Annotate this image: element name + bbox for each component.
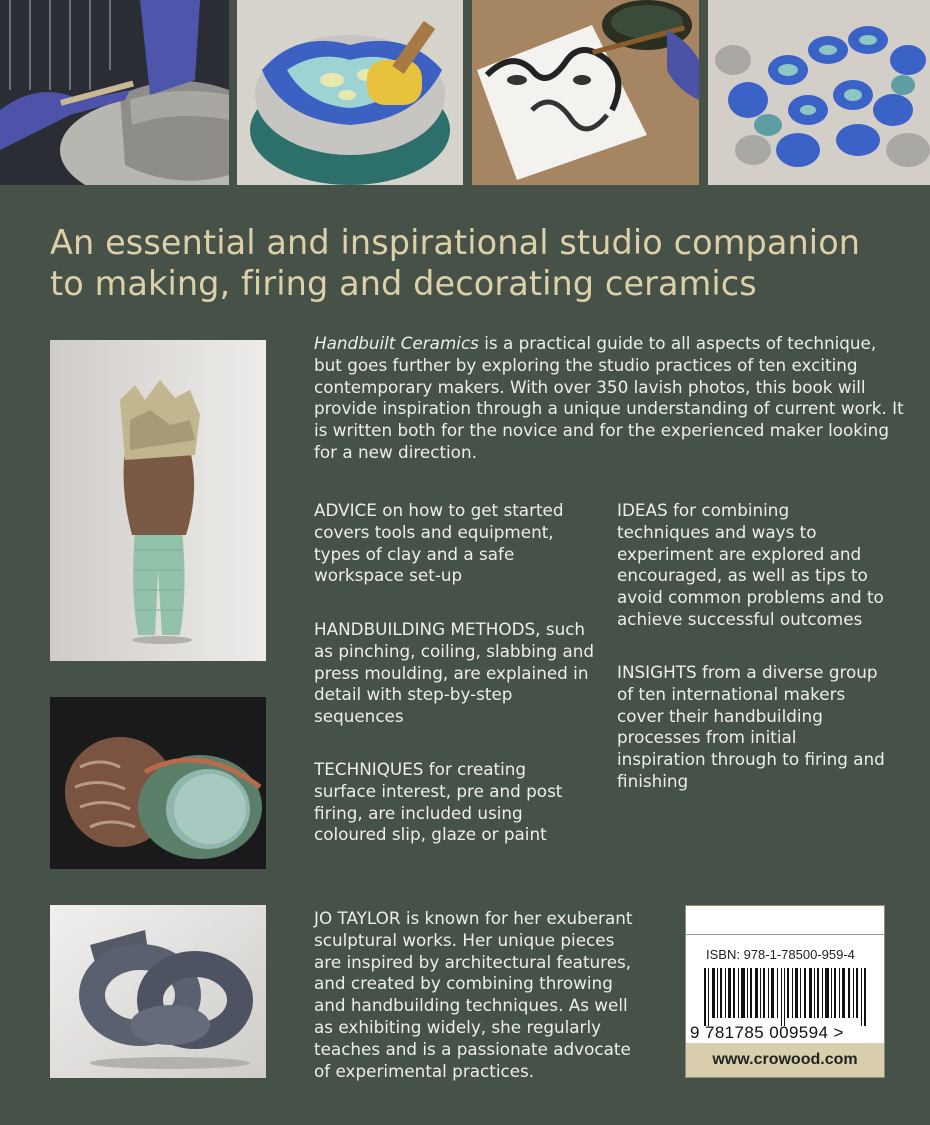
book-title: Handbuilt Ceramics xyxy=(314,333,479,353)
top-photo-painted-tile xyxy=(472,0,699,185)
top-photo-clay-pebbles xyxy=(708,0,930,185)
publisher-website: www.crowood.com xyxy=(686,1043,884,1077)
barcode-digits: 9 781785 009594 > xyxy=(690,1023,844,1042)
intro-body: is a practical guide to all aspects of technique, but goes further by exploring the studio practices of ten exciting contemporary makers. With over 350 lavish photos, this book will provide inspiration through a unique understanding of current work. It is written both for the novice and for the experienced maker looking for a new direction. xyxy=(314,333,904,462)
author-bio: JO TAYLOR is known for her exuberant sculptural works. Her unique pieces are inspired by architectural features, and created by combining throwing and handbuilding techniques. As well as exhibiting widely, she regularly teaches and is a passionate advocate of experimental practices. xyxy=(314,908,633,1081)
feature-advice: ADVICE on how to get started covers tools and equipment, types of clay and a safe workspace set-up xyxy=(314,500,564,586)
feature-insights: INSIGHTS from a diverse group of ten international makers cover their handbuilding processes from initial inspiration through to firing and finishing xyxy=(617,662,885,791)
barcode-graphic xyxy=(702,968,870,1026)
feature-techniques: TECHNIQUES for creating surface interest, pre and post firing, are included using coloured slip, glaze or paint xyxy=(314,759,563,845)
feature-handbuilding-methods: HANDBUILDING METHODS, such as pinching, coiling, slabbing and press moulding, are explained in detail with step-by-step sequences xyxy=(314,619,595,727)
top-photo-clay-wheel xyxy=(0,0,229,185)
top-photo-sponge-bowl xyxy=(237,0,463,185)
sculpture-tall-coiled-photo xyxy=(50,340,266,661)
sculpture-looped-coil-photo xyxy=(50,905,266,1078)
intro-paragraph xyxy=(314,333,904,464)
headline: An essential and inspirational studio companion to making, firing and decorating ceramics xyxy=(50,223,861,303)
isbn-divider xyxy=(686,934,884,935)
isbn-label: ISBN: 978-1-78500-959-4 xyxy=(706,947,855,962)
isbn-barcode-box xyxy=(685,905,885,1078)
sculpture-round-textured-photo xyxy=(50,697,266,869)
feature-ideas: IDEAS for combining techniques and ways to experiment are explored and encouraged, as well as tips to avoid common problems and to achieve successful outcomes xyxy=(617,500,884,629)
